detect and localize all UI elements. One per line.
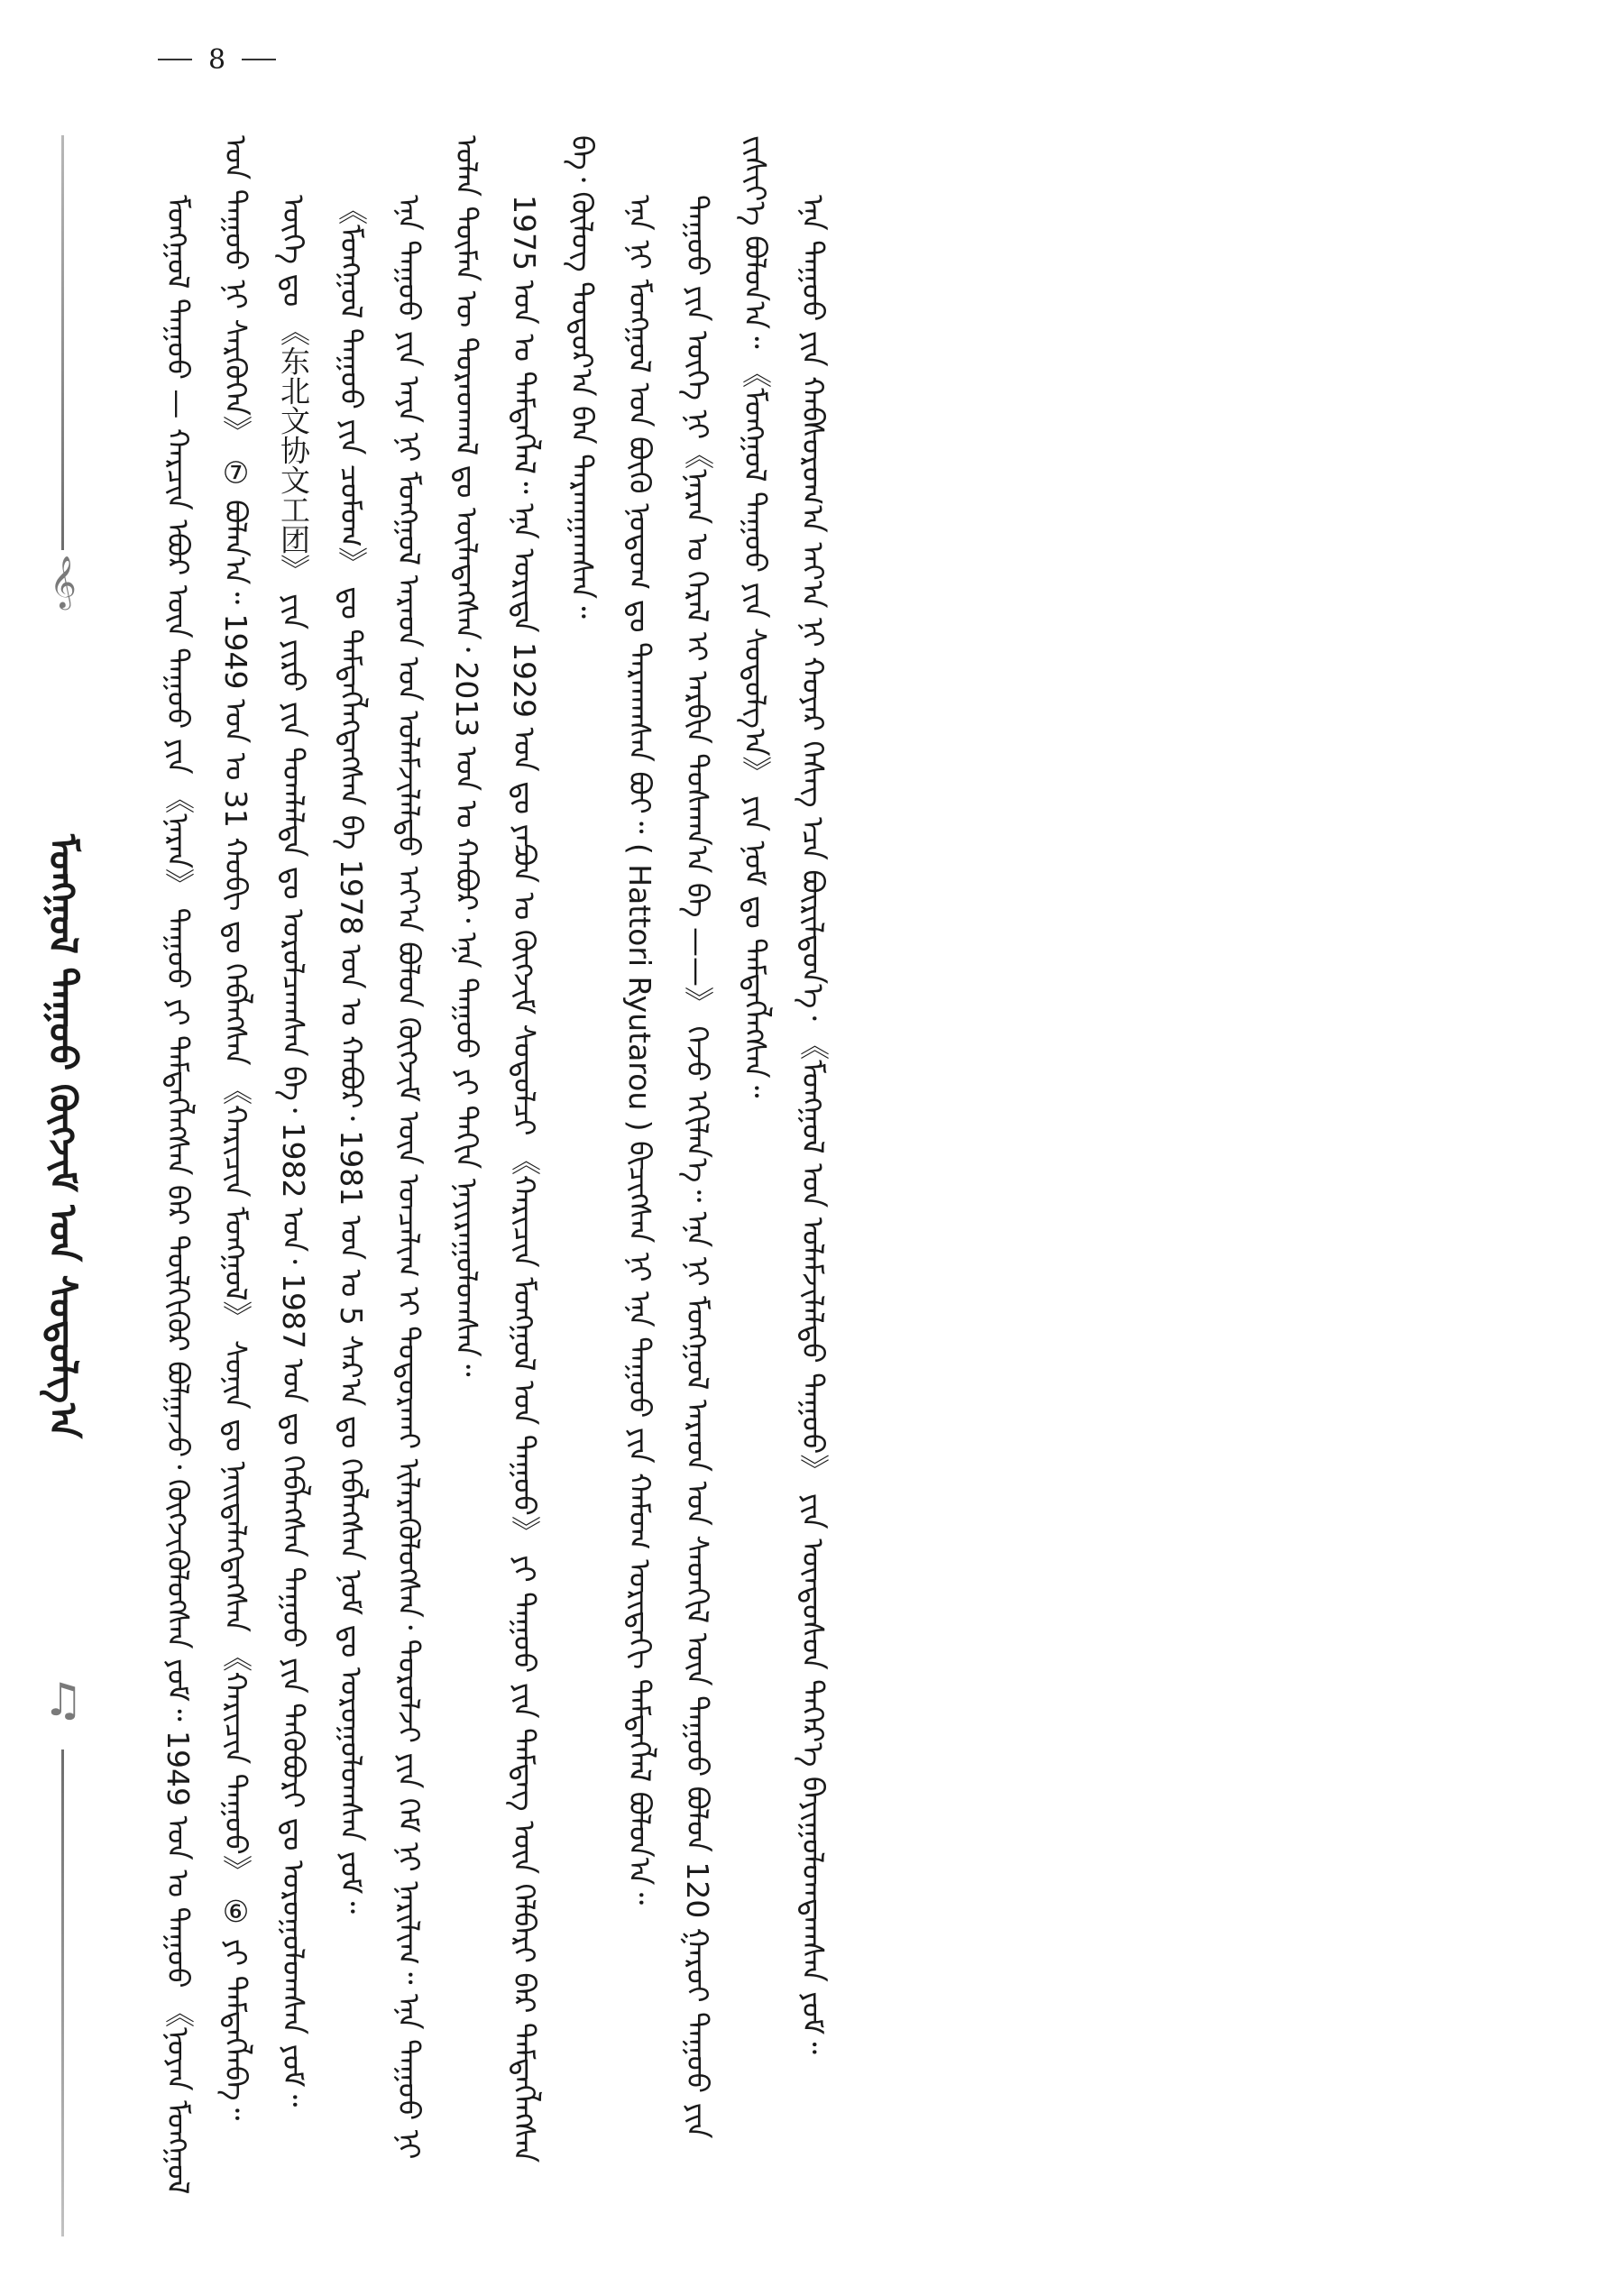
running-title-label: ᠮᠣᠩᠭᠣᠯ ᠳᠠᠭᠤᠤ ᠬᠦᠭᠵᠢᠮ ᠤᠨ ᠰᠤᠳᠤᠯᠭ᠎ᠠ bbox=[41, 833, 86, 1439]
header-right-dash bbox=[242, 59, 276, 60]
paragraph: ᠡᠨᠡ ᠨᠢ ᠮᠣᠩᠭᠣᠯ ᠤᠨ ᠪᠦᠬᠦ ᠨᠤᠲᠤᠭ ᠳᠤ ᠲᠠᠷᠬᠠᠭᠰᠠᠨ ᠪᠤᠢ᠃ ( Hattori Ryutarou ) ᠪᠢᠴᠢᠭᠰᠡᠨ ᠨᠢ ᠡᠨᠡ ᠳᠠᠭᠤᠤ ᠶᠢᠨ ᠬᠠᠮᠤᠭ ᠤᠷᠢᠳᠠᠬᠢ ᠲᠡᠮᠳᠡᠭᠯᠡᠯ ᠪᠣᠯᠤᠨ᠎ᠠ᠃ bbox=[622, 195, 657, 1906]
running-title-bar bbox=[36, 135, 144, 2236]
paragraph: 1975 ᠣᠨ ᠤ ᠲᠡᠮᠳᠡᠭᠯᠡᠯ᠃ ᠡᠨᠡ ᠤᠷᠢᠳᠠ 1929 ᠣᠨ ᠳᠤ ᠶᠠᠫᠣᠨ ᠤ ᠬᠦᠭᠵᠢᠮ ᠰᠤᠳᠤᠯᠴᠢ 《ᠬᠠᠷᠢᠴᠢᠨ ᠮᠣᠩᠭᠣᠯ ᠤᠨ ᠳᠠᠭᠤᠤ》 ᠶᠢ ᠳᠠᠭᠤᠤ ᠶᠢᠨ ᠲᠡᠮᠳᠡᠭ ᠦᠨ ᠬᠡᠯᠪᠡᠷᠢ ᠪᠡᠷ ᠲᠡᠮᠳᠡᠭᠯᠡᠭᠰᠡᠨ ᠪᠠ᠂ ᠬᠦᠯᠦᠭ ᠳᠣᠲᠣᠷ᠎ᠠ ᠪᠠᠨ ᠲᠠᠷᠬᠠᠭᠠᠭᠰᠠᠨ᠃ bbox=[507, 135, 600, 2163]
body-text bbox=[149, 135, 1240, 2209]
paragraph: ᠮᠣᠩᠭᠣᠯ ᠳᠠᠭᠤᠤ — ᠬᠠᠷᠴᠢᠨ ᠡᠪᠦᠷ ᠦᠨ ᠳᠠᠭᠤᠤ ᠶᠢᠨ 《ᠨᠠᠷᠠᠨ》 ᠳᠠᠭᠤᠤ ᠶᠢ ᠲᠡᠮᠳᠡᠭᠯᠡᠭᠰᠡᠨ ᠪᠠᠷ ᠲᠦᠯᠬᠢᠭᠦᠷ ᠪᠣᠯᠭᠠᠵᠤ᠂ ᠬᠦᠭᠵᠢᠭᠦᠯᠦᠭᠰᠡᠨ ᠶᠤᠮ᠃ 1949 ᠣᠨ ᠤ ᠲᠠᠭᠤᠤ 《ᠨᠣᠶᠠᠨ ᠮᠣᠩᠭᠣᠯ ᠤᠨ ᠳᠠᠭᠤᠤ ᠨᠢ ᠰᠡᠷᠭᠦᠭᠡᠨ》 ⑦ ᠪᠣᠯᠠᠨ᠎ᠠ᠃ 1949 ᠣᠨ ᠤ 31 ᠬᠣᠪᠢ ᠳᠤ ᠬᠡᠪᠯᠡᠭᠰᠡᠨ 《ᠬᠠᠷᠢᠴᠢᠨ ᠮᠣᠩᠭᠣᠯ》 ᠰᠣᠨᠢᠨ ᠳᠤ ᠨᠡᠢᠲᠡᠯᠡᠭᠳᠡᠭᠰᠡᠨ 《ᠬᠠᠷᠢᠴᠢᠨ ᠳᠠᠭᠤᠤ》 ⑥ ᠶᠢ ᠲᠡᠮᠳᠡᠭᠯᠡᠪᠡ᠃ bbox=[161, 135, 253, 2195]
header-left-dash bbox=[158, 59, 192, 60]
decorative-rule-bottom bbox=[61, 1750, 64, 2236]
paragraph: ᠦᠭᠡ ᠳᠤ 《东北文协文工团》 ᠶᠢᠨ ᠶᠢᠷᠦ ᠶᠢᠨ ᠲᠣᠭᠯᠠᠯᠲᠠ ᠳᠤ ᠣᠷᠣᠯᠴᠠᠭᠰᠠᠨ ᠪᠠ᠂ 1982 ᠣᠨ᠂ 1987 ᠣᠨ ᠳᠤ ᠬᠡᠪᠯᠡᠭᠰᠡᠨ ᠳᠠᠭᠤᠤ ᠶᠢᠨ ᠲᠡᠭᠦᠪᠦᠷᠢ ᠳᠤ ᠣᠷᠣᠭᠤᠯᠤᠭᠰᠠᠨ ᠶᠤᠮ᠃ bbox=[276, 195, 311, 2108]
decorative-rule-top bbox=[61, 135, 64, 550]
page-header bbox=[158, 41, 320, 78]
paragraph: 《ᠮᠣᠩᠭᠣᠯ ᠳᠠᠭᠤᠤ ᠶᠢᠨ ᠴᠣᠮᠣᠭ》 ᠳᠤ ᠲᠡᠮᠳᠡᠭᠯᠡᠭᠳᠡᠭᠰᠡᠨ ᠪᠠ 1978 ᠣᠨ ᠤ ᠬᠠᠪᠤᠷ᠂ 1981 ᠣᠨ ᠤ 5 ᠰᠠᠷ᠎ᠠ ᠳᠤ ᠬᠡᠪᠯᠡᠭᠰᠡᠨ ᠨᠣᠮ ᠳᠤ ᠣᠷᠣᠭᠤᠯᠤᠭᠰᠠᠨ ᠶᠤᠮ᠃ bbox=[334, 195, 369, 1915]
treble-clef-icon: 𝄞 bbox=[50, 555, 77, 608]
paragraph: ᠳᠠᠭᠤᠤ ᠶᠢᠨ ᠦᠭᠡ ᠨᠢ《ᠨᠠᠷᠠᠨ ᠤ ᠭᠡᠷᠡᠯ ᠢ ᠠᠷᠪᠢᠨ ᠲᠤᠰᠬᠠᠨ᠎ᠠ ᠪᠡ ——》 ᠭᠡᠵᠦ ᠡᠬᠢᠯᠡᠨ᠎ᠡ᠃ ᠡᠨᠡ ᠨᠢ ᠮᠣᠩᠭᠣᠯ ᠠᠷᠠᠳ ᠤᠨ ᠰᠡᠳᠬᠢᠯ ᠦᠨ ᠳᠠᠭᠤᠤ ᠪᠣᠯᠤᠨ 120 ᠭᠠᠷᠤᠢ ᠳᠠᠭᠤᠤ ᠶᠢᠨ ᠵᠢᠱᠢᠶ᠎ᠡ ᠪᠣᠯᠤᠨ᠎ᠠ᠃ 《ᠮᠣᠩᠭᠣᠯ ᠳᠠᠭᠤᠤ ᠶᠢᠨ ᠰᠤᠳᠤᠯᠭ᠎ᠠ》 ᠶᠢᠨ ᠨᠣᠮ ᠳᠤ ᠲᠡᠮᠳᠡᠭᠯᠡᠭᠰᠡᠨ᠃ bbox=[680, 135, 773, 2139]
paragraph: ᠡᠨᠡ ᠳᠠᠭᠤᠤ ᠶᠢᠨ ᠬᠠᠪᠰᠤᠷᠤᠭ᠎ᠠ ᠠᠶ᠎ᠠ ᠨᠢ ᠬᠣᠶᠠᠷ ᠬᠡᠰᠡᠭ ᠡᠴᠡ ᠪᠦᠷᠢᠯᠳᠦᠨ᠎ᠡ᠂ 《ᠮᠣᠩᠭᠣᠯ ᠤᠨ ᠤᠯᠠᠮᠵᠢᠯᠠᠯᠲᠤ ᠳᠠᠭᠤᠤ》 ᠶᠢᠨ ᠦᠨᠳᠦᠰᠦᠨ ᠳᠡᠭᠡᠷ᠎ᠡ ᠪᠠᠶᠢᠭᠤᠯᠤᠭᠳᠠᠭᠰᠠᠨ ᠶᠤᠮ᠃ bbox=[795, 195, 831, 2054]
page-number: 8 bbox=[208, 43, 226, 76]
paragraph: ᠡᠨᠡ ᠳᠠᠭᠤᠤ ᠶᠢᠨ ᠠᠶᠠ ᠨᠢ ᠮᠣᠩᠭᠣᠯ ᠠᠷᠠᠳ ᠤᠨ ᠤᠯᠠᠮᠵᠢᠯᠠᠯᠲᠤ ᠠᠶ᠎ᠠ ᠪᠣᠯᠤᠨ ᠬᠦᠭᠵᠢᠮ ᠦᠨ ᠣᠨᠴᠠᠯᠢᠭ ᠢ ᠲᠣᠳᠣᠷᠬᠠᠢ ᠢᠯᠡᠷᠡᠭᠦᠯᠦᠭᠰᠡᠨ᠂ ᠳᠣᠷᠣᠯᠵᠢ ᠶᠢᠨ ᠬᠡᠮ ᠨᠢ ᠨᠠᠷᠢᠯᠢᠭ᠃ ᠡᠨᠡ ᠳᠠᠭᠤᠤ ᠨᠢ ᠣᠯᠠᠨ ᠲᠦᠮᠡᠨ ᠦ ᠳᠤᠷᠠᠳᠬᠠᠯ ᠳᠤ ᠦᠯᠡᠳᠡᠭᠰᠡᠨ᠂ 2013 ᠣᠨ ᠤ ᠬᠠᠪᠤᠷ᠂ ᠡᠨᠡ ᠳᠠᠭᠤᠤ ᠶᠢ ᠳᠠᠬᠢᠨ ᠨᠠᠶᠢᠷᠠᠭᠤᠯᠤᠭᠰᠠᠨ᠃ bbox=[391, 135, 484, 2160]
music-notes-icon: ♫ bbox=[42, 1674, 84, 1726]
